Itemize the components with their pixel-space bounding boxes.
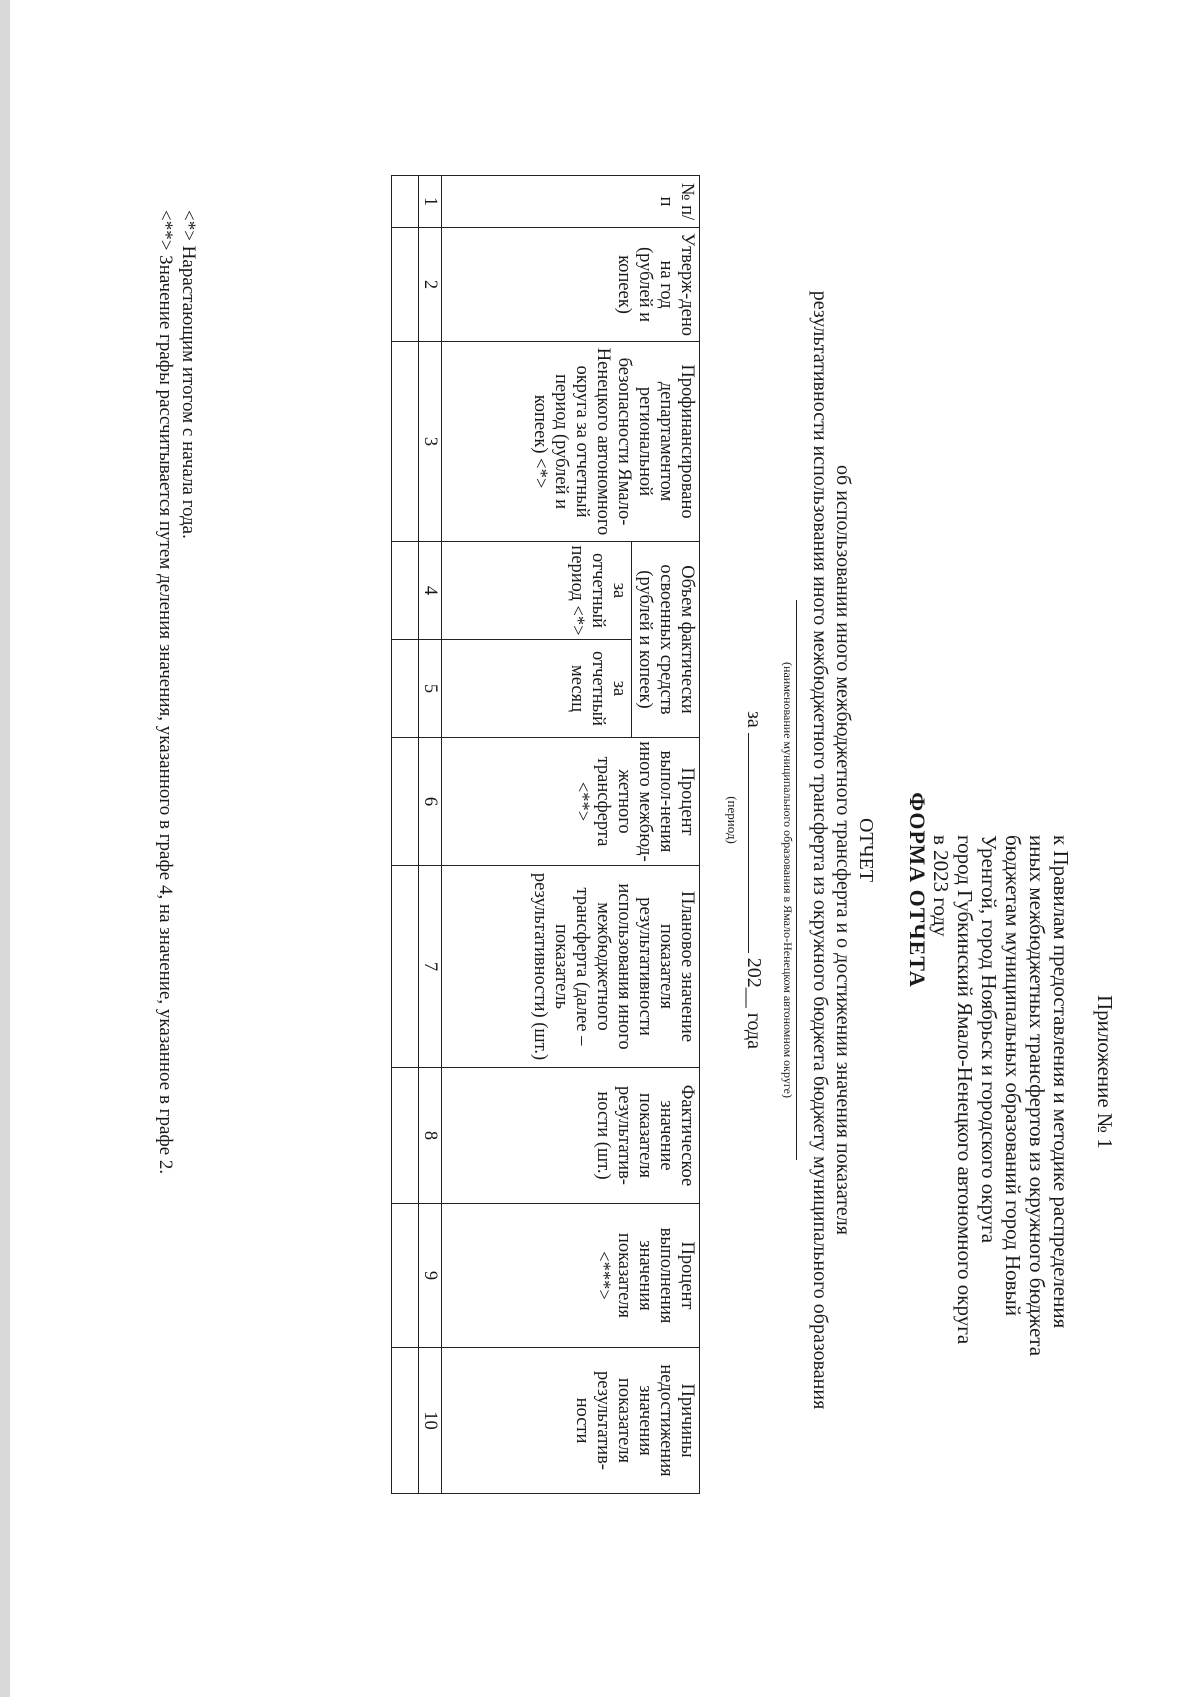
column-number: 10 (419, 1348, 442, 1494)
scan-edge (0, 0, 10, 1697)
appendix-line: в 2023 году (929, 835, 953, 937)
column-number: 3 (419, 342, 442, 542)
header-cell: Плановое значение показателя результативности использования иного межбюджетного трансферта (далее – показатель результативности) (шт.) (442, 866, 700, 1068)
header-cell: Причины недостижения значения показателя результатив-ности (442, 1348, 700, 1494)
data-cell[interactable] (392, 228, 419, 342)
appendix-number: Приложение № 1 (1093, 995, 1117, 1149)
column-number: 8 (419, 1068, 442, 1204)
column-number: 2 (419, 228, 442, 342)
period-blank-field[interactable] (748, 733, 767, 953)
header-cell: Утверж-дено на год (рублей и копеек) (442, 228, 700, 342)
data-cell[interactable] (392, 640, 419, 738)
column-number: 1 (419, 176, 442, 228)
header-cell: Фактическое значение показателя результатив-ности (шт.) (442, 1068, 700, 1204)
data-cell[interactable] (392, 738, 419, 866)
header-cell: Процент выполнения значения показателя <***> (442, 1204, 700, 1348)
report-title: ОТЧЕТ (855, 817, 877, 883)
report-subtitle-2: результативности использования иного межбюджетного трансферта из окружного бюджета бюджету муниципального образования (809, 290, 831, 1410)
report-subtitle-1: об использовании иного межбюджетного трансферта и о достижении значения показателя (832, 465, 854, 1235)
column-number: 7 (419, 866, 442, 1068)
header-cell: за отчетный месяц (442, 640, 632, 738)
data-cell[interactable] (392, 542, 419, 640)
data-cell[interactable] (392, 866, 419, 1068)
header-cell: Профинансировано департаментом региональной безопасности Ямало-Ненецкого автономного округа за отчетный период (рублей и копеек) <*> (442, 342, 700, 542)
report-heading (808, 80, 877, 1620)
period-row (742, 620, 767, 1140)
footnotes (154, 210, 200, 1174)
footnote-1: <*> Нарастающим итогом с начала года. (178, 210, 199, 539)
data-cell[interactable] (392, 342, 419, 542)
appendix-line: иных межбюджетных трансфертов из окружного бюджета (1025, 835, 1049, 1357)
data-cell[interactable] (392, 1068, 419, 1204)
rotated-page (75, 80, 1135, 1620)
footnote-2: <**> Значение графы рассчитывается путем деления значения, указанного в графе 4, на значение, указанное в графе 2. (155, 210, 176, 1175)
period-caption: (период) (725, 796, 740, 844)
column-number: 4 (419, 542, 442, 640)
header-row-1 (632, 176, 700, 1494)
column-number-row (419, 176, 442, 1494)
data-cell[interactable] (392, 1348, 419, 1494)
appendix-line: к Правилам предоставления и методике распределения (1049, 835, 1073, 1329)
appendix-line: бюджетам муниципальных образований город Новый (1001, 835, 1025, 1316)
period-suffix: 202__ года (743, 957, 765, 1049)
appendix-line: город Губкинский Ямало-Ненецкого автономного округа (953, 835, 977, 1345)
form-title: ФОРМА ОТЧЕТА (905, 792, 930, 988)
column-number: 5 (419, 640, 442, 738)
empty-data-row (392, 176, 419, 1494)
period-prefix: за (743, 711, 765, 728)
header-cell: № п/п (442, 176, 700, 228)
header-cell: за отчетный период <*> (442, 542, 632, 640)
municipality-caption: (наименование муниципального образования в Ямало-Ненецком автономном округе) (780, 600, 797, 1160)
header-cell: Процент выпол-нения иного межбюд-жетного трансферта <**> (442, 738, 700, 866)
column-number: 6 (419, 738, 442, 866)
header-group-cell: Объем фактически освоенных средств (рублей и копеек) (632, 542, 700, 738)
data-cell[interactable] (392, 1204, 419, 1348)
data-cell[interactable] (392, 176, 419, 228)
report-table (391, 175, 700, 1494)
appendix-line: Уренгой, город Ноябрьск и городского округа (977, 835, 1001, 1244)
column-number: 9 (419, 1204, 442, 1348)
appendix-block (929, 835, 1117, 1356)
